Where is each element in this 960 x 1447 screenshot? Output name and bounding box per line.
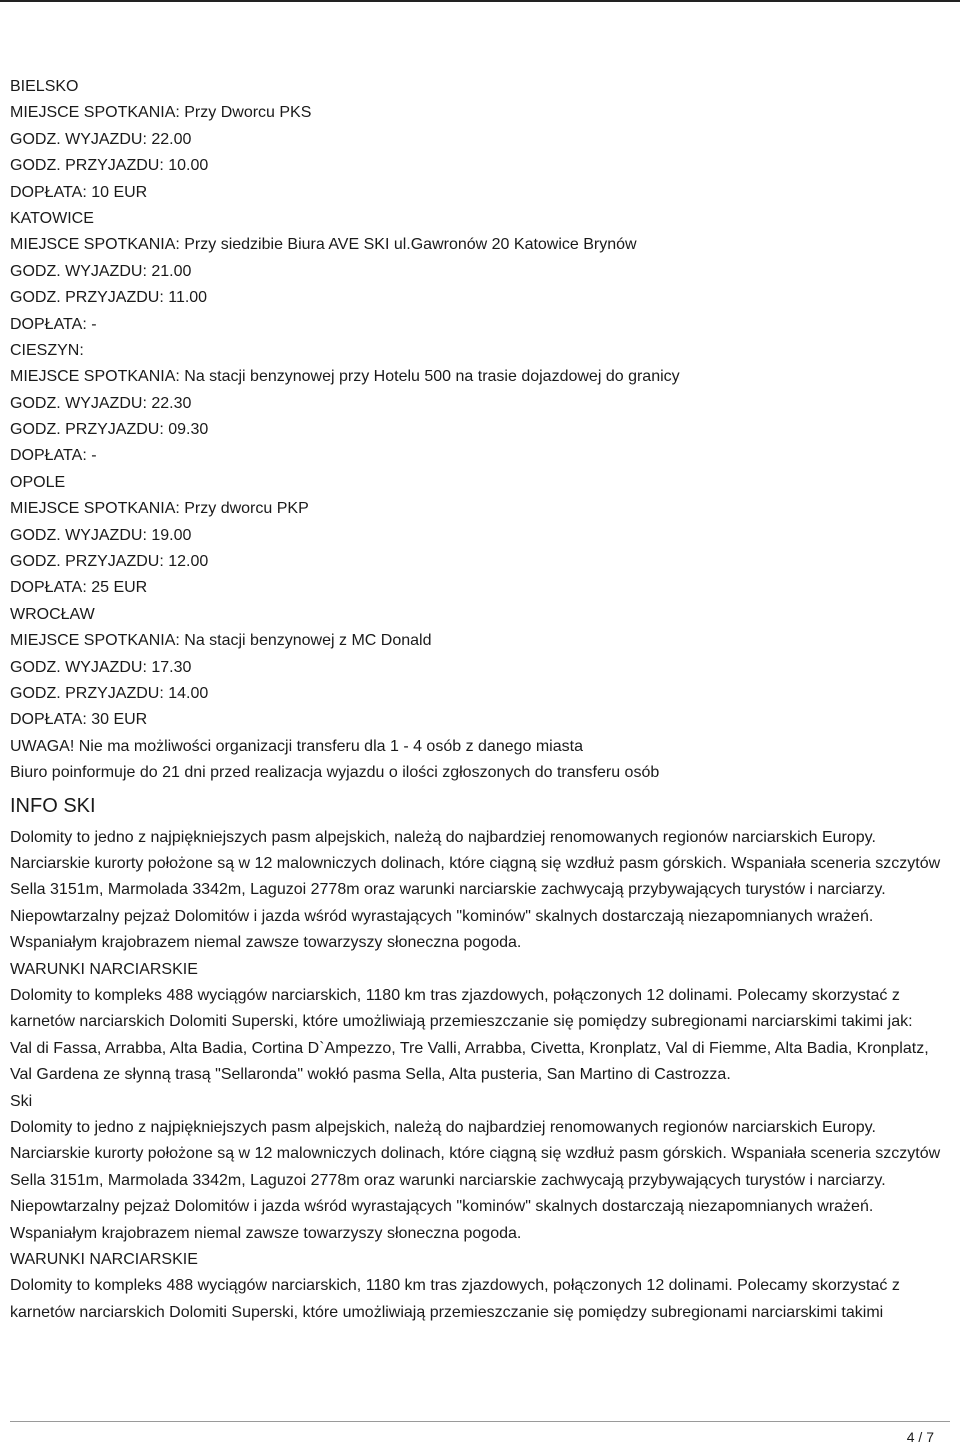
transfer-cieszyn [10, 338, 945, 470]
city-name: CIESZYN: [10, 341, 84, 359]
surcharge: DOPŁATA: 10 EUR [10, 183, 148, 201]
city-name: KATOWICE [10, 209, 94, 227]
conditions-description: Dolomity to kompleks 488 wyciągów narciarskich, 1180 km tras zjazdowych, połączonych 12 dolinami. Polecamy skorzystać z karnetów narciarskich Dolomiti Superski, które umożliwiają przemieszczanie się pomiędzy subregionami narciarskimi takimi [10, 1277, 900, 1321]
valley-list: Val di Fassa, Arrabba, Alta Badia, Cortina D`Ampezzo, Tre Valli, Arrabba, Civetta, Kronplatz, Val di Fiemme, Alta Badia, Kronplatz, Val Gardena ze słynną trasą "Sellaronda" wokłó pasma Sella, Alta pusteria, San Martino di Castrozza. [10, 1039, 929, 1084]
document-page [10, 74, 945, 1326]
transfer-opole [10, 470, 945, 602]
surcharge: DOPŁATA: - [10, 315, 97, 333]
departure-time: GODZ. WYJAZDU: 19.00 [10, 526, 192, 544]
meeting-place: MIEJSCE SPOTKANIA: Na stacji benzynowej przy Hotelu 500 na trasie dojazdowej do granicy [10, 368, 680, 386]
conditions-heading: WARUNKI NARCIARSKIE [10, 1251, 198, 1269]
arrival-time: GODZ. PRZYJAZDU: 14.00 [10, 684, 209, 702]
transfer-info: Biuro poinformuje do 21 dni przed realizacja wyjazdu o ilości zgłoszonych do transferu osób [10, 764, 660, 782]
surcharge: DOPŁATA: 25 EUR [10, 579, 148, 597]
region-description: Dolomity to jedno z najpiękniejszych pasm alpejskich, należą do najbardziej renomowanych regionów narciarskich Europy. Narciarskie kurorty położone są w 12 malowniczych dolinach, które ciągną się wzdłuż pasm górskich. Wspaniała sceneria szczytów Sella 3151m, Marmolada 3342m, Laguzoi 2778m oraz warunki narciarskie zachwycają przybywających turystów i narciarzy. Niepowtarzalny pejzaż Dolomitów i jazda wśród wyrastających "kominów" skalnych dostarczają niezapomnianych wrażeń. Wspaniałym krajobrazem niemal zawsze towarzyszy słoneczna pogoda. [10, 1118, 941, 1242]
surcharge: DOPŁATA: 30 EUR [10, 711, 148, 729]
meeting-place: MIEJSCE SPOTKANIA: Przy dworcu PKP [10, 500, 309, 518]
arrival-time: GODZ. PRZYJAZDU: 12.00 [10, 553, 209, 571]
transfer-wroclaw [10, 602, 945, 734]
departure-time: GODZ. WYJAZDU: 22.30 [10, 394, 192, 412]
city-name: BIELSKO [10, 78, 79, 95]
arrival-time: GODZ. PRZYJAZDU: 11.00 [10, 289, 208, 307]
footer-divider [10, 1421, 950, 1422]
transfer-bielsko [10, 74, 945, 206]
page-number: 4 / 7 [906, 1429, 934, 1445]
arrival-time: GODZ. PRZYJAZDU: 10.00 [10, 157, 209, 175]
departure-time: GODZ. WYJAZDU: 17.30 [10, 658, 192, 676]
surcharge: DOPŁATA: - [10, 447, 97, 465]
meeting-place: MIEJSCE SPOTKANIA: Przy Dworcu PKS [10, 104, 312, 122]
top-border-line [0, 0, 960, 2]
section-heading: INFO SKI [10, 794, 96, 817]
departure-time: GODZ. WYJAZDU: 21.00 [10, 262, 192, 280]
transfer-warning: UWAGA! Nie ma możliwości organizacji transferu dla 1 - 4 osób z danego miasta [10, 737, 583, 755]
departure-time: GODZ. WYJAZDU: 22.00 [10, 130, 192, 148]
ski-label: Ski [10, 1092, 33, 1110]
transfer-katowice [10, 206, 945, 338]
city-name: OPOLE [10, 473, 66, 491]
arrival-time: GODZ. PRZYJAZDU: 09.30 [10, 421, 209, 439]
conditions-description: Dolomity to kompleks 488 wyciągów narciarskich, 1180 km tras zjazdowych, połączonych 12 dolinami. Polecamy skorzystać z karnetów narciarskich Dolomiti Superski, które umożliwiają przemieszczanie się pomiędzy subregionami narciarskimi takimi jak: [10, 986, 913, 1031]
meeting-place: MIEJSCE SPOTKANIA: Na stacji benzynowej z MC Donald [10, 632, 432, 650]
city-name: WROCŁAW [10, 605, 95, 623]
region-description: Dolomity to jedno z najpiękniejszych pasm alpejskich, należą do najbardziej renomowanych regionów narciarskich Europy. Narciarskie kurorty położone są w 12 malowniczych dolinach, które ciągną się wzdłuż pasm górskich. Wspaniała sceneria szczytów Sella 3151m, Marmolada 3342m, Laguzoi 2778m oraz warunki narciarskie zachwycają przybywających turystów i narciarzy. Niepowtarzalny pejzaż Dolomitów i jazda wśród wyrastających "kominów" skalnych dostarczają niezapomnianych wrażeń. Wspaniałym krajobrazem niemal zawsze towarzyszy słoneczna pogoda. [10, 828, 941, 952]
info-ski-section [10, 787, 945, 1327]
meeting-place: MIEJSCE SPOTKANIA: Przy siedzibie Biura AVE SKI ul.Gawronów 20 Katowice Brynów [10, 236, 637, 254]
conditions-heading: WARUNKI NARCIARSKIE [10, 960, 198, 978]
